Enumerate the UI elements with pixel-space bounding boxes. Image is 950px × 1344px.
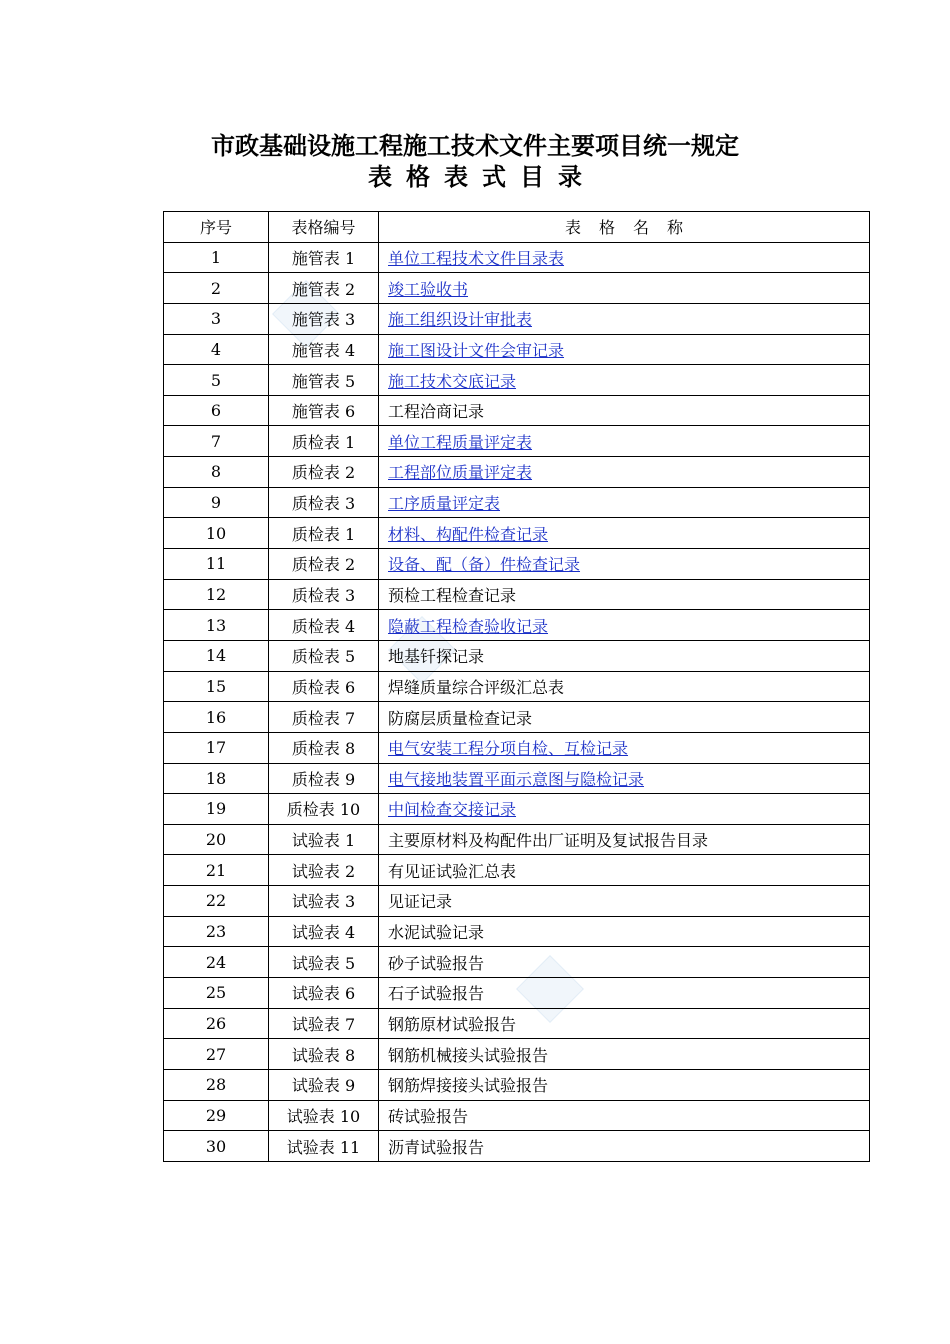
form-name: 焊缝质量综合评级汇总表 bbox=[388, 677, 565, 697]
form-name-link[interactable]: 电气接地装置平面示意图与隐检记录 bbox=[388, 769, 645, 789]
form-name-link[interactable]: 工序质量评定表 bbox=[388, 494, 501, 514]
row-name-cell bbox=[379, 824, 870, 855]
row-name-cell bbox=[379, 549, 870, 580]
table-row bbox=[164, 763, 870, 794]
table-row bbox=[164, 671, 870, 702]
row-code: 质检表 1 bbox=[269, 426, 379, 457]
row-seq: 3 bbox=[164, 303, 269, 334]
row-name-cell bbox=[379, 794, 870, 825]
row-code: 试验表 3 bbox=[269, 886, 379, 917]
form-name-link[interactable]: 电气安装工程分项自检、互检记录 bbox=[388, 739, 629, 759]
row-name-cell bbox=[379, 916, 870, 947]
table-row bbox=[164, 886, 870, 917]
row-code: 试验表 10 bbox=[269, 1100, 379, 1131]
table-row bbox=[164, 855, 870, 886]
table-row bbox=[164, 365, 870, 396]
row-seq: 8 bbox=[164, 457, 269, 488]
form-name: 钢筋机械接头试验报告 bbox=[388, 1045, 549, 1065]
table-row bbox=[164, 487, 870, 518]
row-name-cell bbox=[379, 886, 870, 917]
row-seq: 15 bbox=[164, 671, 269, 702]
row-code: 施管表 4 bbox=[269, 334, 379, 365]
table-row bbox=[164, 1100, 870, 1131]
row-seq: 10 bbox=[164, 518, 269, 549]
form-name: 砂子试验报告 bbox=[388, 953, 485, 973]
row-code: 质检表 3 bbox=[269, 487, 379, 518]
row-code: 质检表 10 bbox=[269, 794, 379, 825]
form-name: 预检工程检查记录 bbox=[388, 586, 517, 605]
form-name-link[interactable]: 施工图设计文件会审记录 bbox=[388, 340, 565, 360]
form-name-link[interactable]: 竣工验收书 bbox=[388, 279, 469, 299]
row-name-cell bbox=[379, 732, 870, 763]
row-code: 质检表 4 bbox=[269, 610, 379, 641]
form-name: 钢筋焊接接头试验报告 bbox=[388, 1076, 549, 1096]
row-seq: 27 bbox=[164, 1039, 269, 1070]
row-seq: 26 bbox=[164, 1008, 269, 1039]
row-name-cell bbox=[379, 610, 870, 641]
table-row bbox=[164, 334, 870, 365]
form-name: 工程洽商记录 bbox=[388, 402, 485, 422]
row-code: 施管表 1 bbox=[269, 242, 379, 273]
row-code: 施管表 5 bbox=[269, 365, 379, 396]
row-code: 质检表 5 bbox=[269, 640, 379, 671]
table-row bbox=[164, 1069, 870, 1100]
row-name-cell bbox=[379, 487, 870, 518]
row-name-cell bbox=[379, 1100, 870, 1131]
row-seq: 20 bbox=[164, 824, 269, 855]
table-row bbox=[164, 1131, 870, 1162]
row-seq: 2 bbox=[164, 273, 269, 304]
form-name-link[interactable]: 单位工程技术文件目录表 bbox=[388, 248, 565, 268]
form-name: 防腐层质量检查记录 bbox=[388, 708, 533, 728]
form-name-link[interactable]: 设备、配（备）件检查记录 bbox=[388, 555, 581, 575]
row-seq: 21 bbox=[164, 855, 269, 886]
header-name-text: 表格名称 bbox=[564, 218, 701, 238]
row-name-cell bbox=[379, 855, 870, 886]
table-row bbox=[164, 947, 870, 978]
table-row bbox=[164, 640, 870, 671]
form-name-link[interactable]: 中间检查交接记录 bbox=[388, 800, 517, 820]
row-code: 试验表 5 bbox=[269, 947, 379, 978]
row-seq: 12 bbox=[164, 579, 269, 610]
row-code: 质检表 6 bbox=[269, 671, 379, 702]
form-name: 石子试验报告 bbox=[388, 984, 485, 1004]
row-name-cell bbox=[379, 395, 870, 426]
row-name-cell bbox=[379, 303, 870, 334]
row-code: 试验表 11 bbox=[269, 1131, 379, 1162]
row-name-cell bbox=[379, 763, 870, 794]
row-name-cell bbox=[379, 1131, 870, 1162]
row-seq: 14 bbox=[164, 640, 269, 671]
row-code: 试验表 8 bbox=[269, 1039, 379, 1070]
row-code: 试验表 9 bbox=[269, 1069, 379, 1100]
table-row bbox=[164, 273, 870, 304]
row-seq: 11 bbox=[164, 549, 269, 580]
form-name: 见证记录 bbox=[388, 892, 453, 912]
row-seq: 19 bbox=[164, 794, 269, 825]
table-row bbox=[164, 916, 870, 947]
row-seq: 23 bbox=[164, 916, 269, 947]
row-seq: 30 bbox=[164, 1131, 269, 1162]
row-name-cell bbox=[379, 947, 870, 978]
table-row bbox=[164, 794, 870, 825]
row-name-cell bbox=[379, 671, 870, 702]
form-name-link[interactable]: 施工组织设计审批表 bbox=[388, 310, 533, 330]
row-name-cell bbox=[379, 1008, 870, 1039]
form-name: 沥青试验报告 bbox=[388, 1137, 485, 1157]
row-seq: 1 bbox=[164, 242, 269, 273]
row-seq: 22 bbox=[164, 886, 269, 917]
row-code: 质检表 9 bbox=[269, 763, 379, 794]
row-name-cell bbox=[379, 978, 870, 1009]
form-name-link[interactable]: 材料、构配件检查记录 bbox=[388, 524, 549, 544]
row-name-cell bbox=[379, 1039, 870, 1070]
row-code: 试验表 4 bbox=[269, 916, 379, 947]
row-seq: 16 bbox=[164, 702, 269, 733]
form-name: 主要原材料及构配件出厂证明及复试报告目录 bbox=[388, 831, 709, 851]
row-code: 质检表 7 bbox=[269, 702, 379, 733]
row-seq: 7 bbox=[164, 426, 269, 457]
row-seq: 9 bbox=[164, 487, 269, 518]
row-code: 施管表 2 bbox=[269, 273, 379, 304]
row-seq: 17 bbox=[164, 732, 269, 763]
table-row bbox=[164, 824, 870, 855]
table-row bbox=[164, 579, 870, 610]
table-row bbox=[164, 549, 870, 580]
table-row bbox=[164, 1039, 870, 1070]
row-seq: 6 bbox=[164, 395, 269, 426]
form-name-link[interactable]: 工程部位质量评定表 bbox=[388, 463, 533, 483]
table-row bbox=[164, 978, 870, 1009]
row-code: 施管表 6 bbox=[269, 395, 379, 426]
row-code: 试验表 2 bbox=[269, 855, 379, 886]
row-name-cell bbox=[379, 1069, 870, 1100]
header-seq: 序号 bbox=[164, 212, 269, 243]
row-name-cell bbox=[379, 273, 870, 304]
document-subtitle: 表格表式目录 bbox=[368, 162, 596, 191]
row-name-cell bbox=[379, 457, 870, 488]
table-row bbox=[164, 702, 870, 733]
form-name: 地基钎探记录 bbox=[388, 647, 485, 667]
row-code: 质检表 1 bbox=[269, 518, 379, 549]
table-header-row bbox=[164, 212, 870, 243]
table-row bbox=[164, 242, 870, 273]
row-seq: 5 bbox=[164, 365, 269, 396]
table-row bbox=[164, 303, 870, 334]
document-title: 市政基础设施工程施工技术文件主要项目统一规定 bbox=[211, 131, 739, 160]
header-name bbox=[379, 212, 870, 243]
forms-index-table bbox=[163, 211, 870, 1162]
row-code: 试验表 1 bbox=[269, 824, 379, 855]
row-seq: 24 bbox=[164, 947, 269, 978]
form-name: 水泥试验记录 bbox=[388, 923, 485, 943]
row-code: 质检表 2 bbox=[269, 457, 379, 488]
row-seq: 4 bbox=[164, 334, 269, 365]
table-row bbox=[164, 457, 870, 488]
table-row bbox=[164, 1008, 870, 1039]
row-name-cell bbox=[379, 365, 870, 396]
row-name-cell bbox=[379, 702, 870, 733]
row-code: 质检表 2 bbox=[269, 549, 379, 580]
form-name: 砖试验报告 bbox=[388, 1106, 469, 1126]
row-seq: 29 bbox=[164, 1100, 269, 1131]
form-name-link[interactable]: 施工技术交底记录 bbox=[388, 371, 517, 391]
header-code: 表格编号 bbox=[269, 212, 379, 243]
row-name-cell bbox=[379, 334, 870, 365]
row-code: 试验表 7 bbox=[269, 1008, 379, 1039]
row-seq: 13 bbox=[164, 610, 269, 641]
row-seq: 28 bbox=[164, 1069, 269, 1100]
form-name: 钢筋原材试验报告 bbox=[388, 1014, 517, 1034]
table-row bbox=[164, 426, 870, 457]
row-code: 质检表 8 bbox=[269, 732, 379, 763]
row-code: 试验表 6 bbox=[269, 978, 379, 1009]
form-name: 有见证试验汇总表 bbox=[388, 861, 517, 881]
row-name-cell bbox=[379, 579, 870, 610]
table-row bbox=[164, 610, 870, 641]
row-name-cell bbox=[379, 640, 870, 671]
row-name-cell bbox=[379, 426, 870, 457]
table-row bbox=[164, 518, 870, 549]
table-row bbox=[164, 395, 870, 426]
form-name-link[interactable]: 隐蔽工程检查验收记录 bbox=[388, 616, 549, 636]
row-seq: 25 bbox=[164, 978, 269, 1009]
form-name-link[interactable]: 单位工程质量评定表 bbox=[388, 432, 533, 452]
row-name-cell bbox=[379, 518, 870, 549]
row-code: 施管表 3 bbox=[269, 303, 379, 334]
row-name-cell bbox=[379, 242, 870, 273]
row-code: 质检表 3 bbox=[269, 579, 379, 610]
table-row bbox=[164, 732, 870, 763]
row-seq: 18 bbox=[164, 763, 269, 794]
